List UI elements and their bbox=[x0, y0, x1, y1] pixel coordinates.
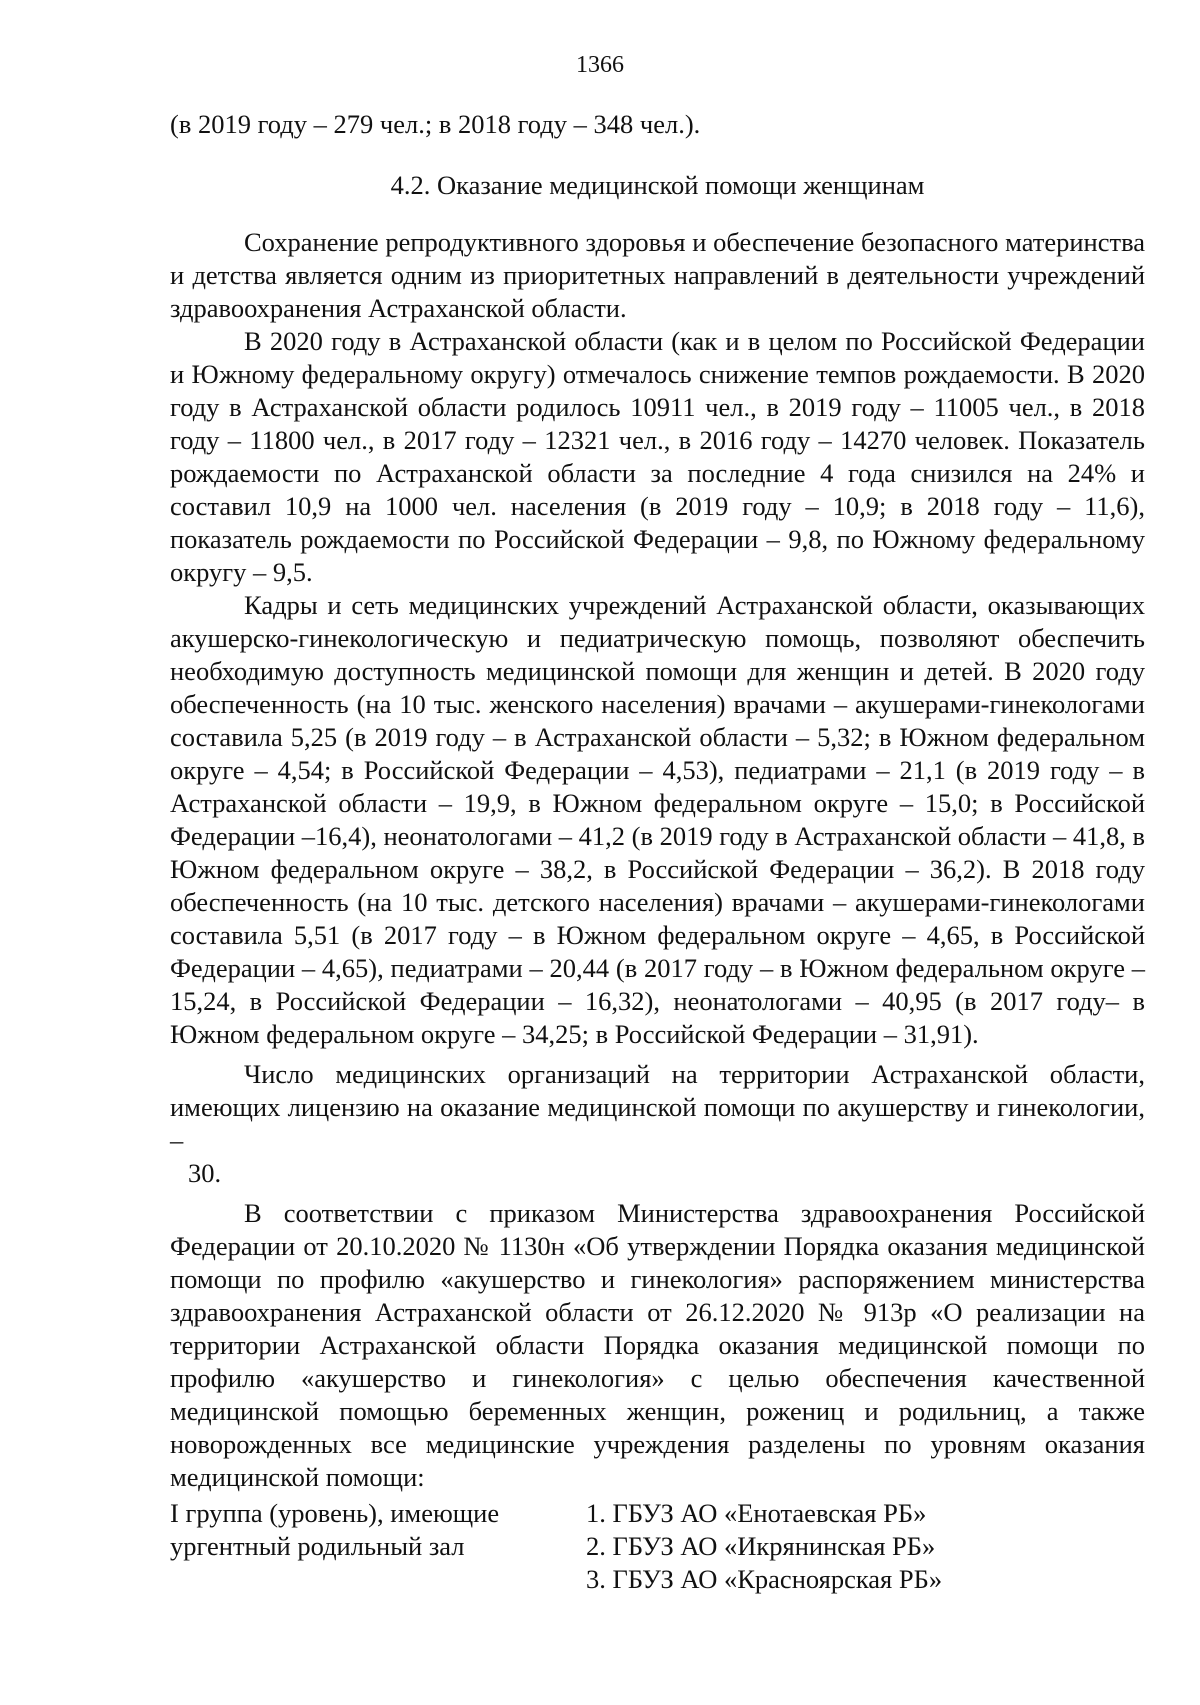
document-body bbox=[170, 108, 1145, 1596]
paragraph-licensed-organizations: Число медицинских организаций на территории Астраханской области, имеющих лицензию на оказание медицинской помощи по акушерству и гинекологии, – bbox=[170, 1059, 1145, 1155]
group-label-line-1: I группа (уровень), имеющие bbox=[170, 1498, 500, 1528]
group-label bbox=[170, 1497, 610, 1596]
list-item: 1. ГБУЗ АО «Енотаевская РБ» bbox=[586, 1498, 927, 1528]
group-label-line-2: ургентный родильный зал bbox=[170, 1531, 465, 1561]
section-heading: 4.2. Оказание медицинской помощи женщинам bbox=[390, 170, 925, 200]
group-level-one bbox=[170, 1497, 1145, 1596]
paragraph-staffing: Кадры и сеть медицинских учреждений Астраханской области, оказывающих акушерско-гинекологическую и педиатрическую помощь, позволяют обеспечить необходимую доступность медицинской помощи для женщин и детей. В 2020 году обеспеченность (на 10 тыс. женского населения) врачами – акушерами-гинекологами составила 5,25 (в 2019 году – в Астраханской области – 5,32; в Южном федеральном округе – 4,54; в Российской Федерации – 4,53), педиатрами – 21,1 (в 2019 году – в Астраханской области – 19,9, в Южном федеральном округе – 15,0; в Российской Федерации –16,4), неонатологами – 41,2 (в 2019 году в Астраханской области – 41,8, в Южном федеральном округе – 38,2, в Российской Федерации – 36,2). В 2018 году обеспеченность (на 10 тыс. детского населения) врачами – акушерами-гинекологами составила 5,51 (в 2017 году – в Южном федеральном округе – 4,65, в Российской Федерации – 4,65), педиатрами – 20,44 (в 2017 году – в Южном федеральном округе – 15,24, в Российской Федерации – 16,32), неонатологами – 40,95 (в 2017 году– в Южном федеральном округе – 34,25; в Российской Федерации – 31,91). bbox=[170, 590, 1145, 1049]
licensed-count: 30. bbox=[188, 1158, 222, 1188]
page-number: 1366 bbox=[576, 52, 624, 78]
group-hospital-list bbox=[586, 1497, 942, 1596]
paragraph-order-levels: В соответствии с приказом Министерства здравоохранения Российской Федерации от 20.10.2020 № 1130н «Об утверждении Порядка оказания медицинской помощи по профилю «акушерство и гинекология» распоряжением министерства здравоохранения Астраханской области от 26.12.2020 № 913р «О реализации на территории Астраханской области Порядка оказания медицинской помощи по профилю «акушерство и гинекология» с целью обеспечения качественной медицинской помощью беременных женщин, рожениц и родильниц, а также новорожденных все медицинские учреждения разделены по уровням оказания медицинской помощи: bbox=[170, 1198, 1145, 1492]
paragraph-birth-rate: В 2020 году в Астраханской области (как и в целом по Российской Федерации и Южному федеральному округу) отмечалось снижение темпов рождаемости. В 2020 году в Астраханской области родилось 10911 чел., в 2019 году – 11005 чел., в 2018 году – 11800 чел., в 2017 году – 12321 чел., в 2016 году – 14270 человек. Показатель рождаемости по Астраханской области за последние 4 года снизился на 24% и составил 10,9 на 1000 чел. населения (в 2019 году – 10,9; в 2018 году – 11,6), показатель рождаемости по Российской Федерации – 9,8, по Южному федеральному округу – 9,5. bbox=[170, 326, 1145, 587]
paragraph-reproductive-health: Сохранение репродуктивного здоровья и обеспечение безопасного материнства и детства является одним из приоритетных направлений в деятельности учреждений здравоохранения Астраханской области. bbox=[170, 227, 1145, 323]
list-item: 2. ГБУЗ АО «Икрянинская РБ» bbox=[586, 1531, 936, 1561]
list-item: 3. ГБУЗ АО «Красноярская РБ» bbox=[586, 1564, 943, 1594]
continuation-line: (в 2019 году – 279 чел.; в 2018 году – 348 чел.). bbox=[170, 109, 701, 139]
